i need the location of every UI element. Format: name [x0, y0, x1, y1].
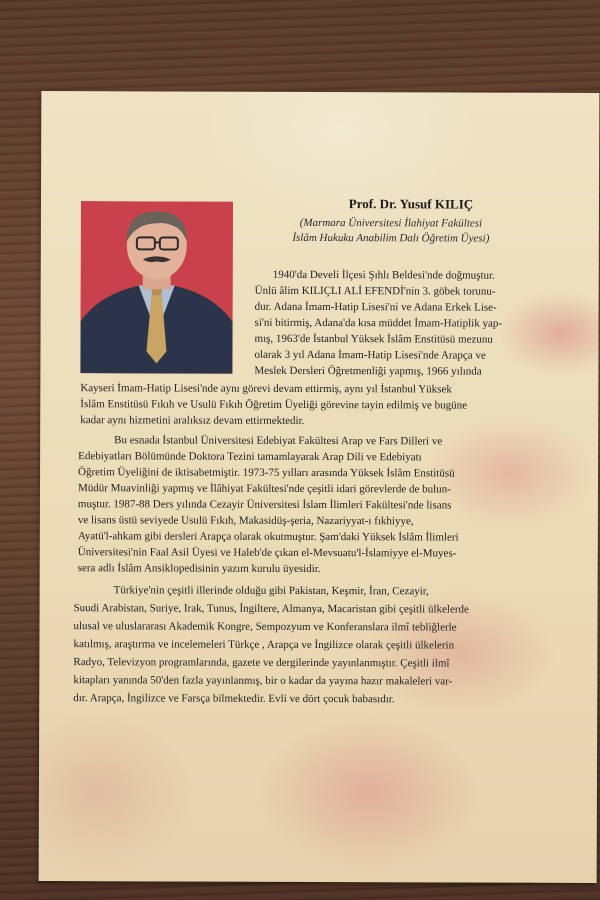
bio-line: mış, 1963'de İstanbul Yüksek İslâm Enstitüsü mezunu [254, 332, 493, 346]
bio-line: Müdür Muavinliği yapmış ve İlâhiyat Fakültesi'nde çeşitli idari görevlerde de bulun- [77, 482, 451, 496]
bio-line: Radyo, Televizyon programlarında, gazete ve dergilerinde yayınlanmıştır. Çeşitli ilmî [73, 656, 450, 670]
bio-line: İslâm Enstitüsü Fıkıh ve Usulü Fıkıh Öğretim Üyeliği görevine tayin edilmiş ve bugüne [80, 398, 468, 412]
bio-line: Edebiyatları Bölümünde Doktora Tezini tamamlayarak Arap Dili ve Edebiyatı [78, 450, 422, 464]
bio-line: Üniversitesi'nin Faal Asil Üyesi ve Haleb'de çıkan el-Mevsuatu'l-İslamiyye el-Muyes- [77, 546, 457, 560]
affiliation-line-1: (Marmara Üniversitesi İlahiyat Fakültesi [299, 216, 483, 230]
author-name: Prof. Dr. Yusuf KILIÇ [348, 196, 474, 212]
bio-line: sera adlı İslâm Ansiklopedisinin yazım kurulu üyesidir. [77, 562, 321, 576]
bio-line: Öğretim Üyeliğini de iktisabetmiştir. 1973-75 yılları arasında Yüksek İslâm Enstitüsü [78, 466, 455, 480]
bio-line: Türkiye'nin çeşitli illerinde olduğu gibi Pakistan, Keşmir, İran, Cezayir, [113, 584, 429, 598]
bio-line: kadar aynı hizmetini aralıksız devam ettirmektedir. [80, 414, 305, 427]
bio-line: Ayatü'l-ahkam gibi dersleri Arapça olarak okutmuştur. Şam'daki Yüksek İslâm İlimleri [77, 530, 459, 544]
bio-line: Ünlü âlim KILIÇLI ALİ EFENDİ'nin 3. göbek torunu- [254, 284, 496, 298]
bio-line: ve lisans üstü seviyede Usulü Fıkıh, Makasidüş-şeria, Nazariyyat-ı fıkhiyye, [77, 514, 414, 528]
bio-line: Bu esnada İstanbul Üniversitesi Edebiyat Fakültesi Arap ve Fars Dilleri ve [114, 434, 443, 448]
bio-line: olarak 3 yıl Adana İmam-Hatip Lisesi'nde Arapça ve [254, 348, 486, 362]
bio-line: muştur. 1987-88 Ders yılında Cezayir Üniversitesi İslam İlimleri Fakültesi'nde lisans [77, 498, 452, 512]
bio-line: 1940'da Develi İlçesi Şıhlı Beldesi'nde doğmuştur. [272, 268, 495, 282]
bio-line: kitapları yanında 50'den fazla yayınlanmış, bir o kadar da yayına hazır makaleleri var- [73, 674, 453, 688]
bio-line: si'ni bitirmiş, Adana'da kısa müddet İmam-Hatiplik yap- [254, 316, 503, 330]
bio-line: ulusal ve uluslararası Akademik Kongre, Sempozyum ve Konferanslara ilmî tebliğlerle [73, 620, 457, 634]
affiliation-line-2: İslâm Hukuku Anabilim Dalı Öğretim Üyesi) [292, 231, 490, 245]
bio-line: dur. Adana İmam-Hatip Lisesi'ni ve Adana Erkek Lise- [254, 300, 497, 314]
biography-text [39, 91, 600, 883]
bio-line: katılmış, araştırma ve incelemeleri Türkçe , Arapça ve İngilizce olarak çeşitli ülkelerin [73, 638, 455, 652]
bio-line: Kayseri İmam-Hatip Lisesi'nde aynı görevi devam ettirmiş, aynı yıl İstanbul Yüksek [80, 382, 452, 396]
bio-line: Meslek Dersleri Öğretmenliği yapmış, 1966 yılında [254, 364, 482, 378]
bio-line: dır. Arapça, İngilizce ve Farsça bilmektedir. Evli ve dört çocuk babasıdır. [73, 692, 395, 706]
book-back-cover [39, 91, 600, 883]
bio-line: Suudi Arabistan, Suriye, Irak, Tunus, İngiltere, Almanya, Macaristan gibi çeşitli ülkelerde [73, 602, 469, 616]
